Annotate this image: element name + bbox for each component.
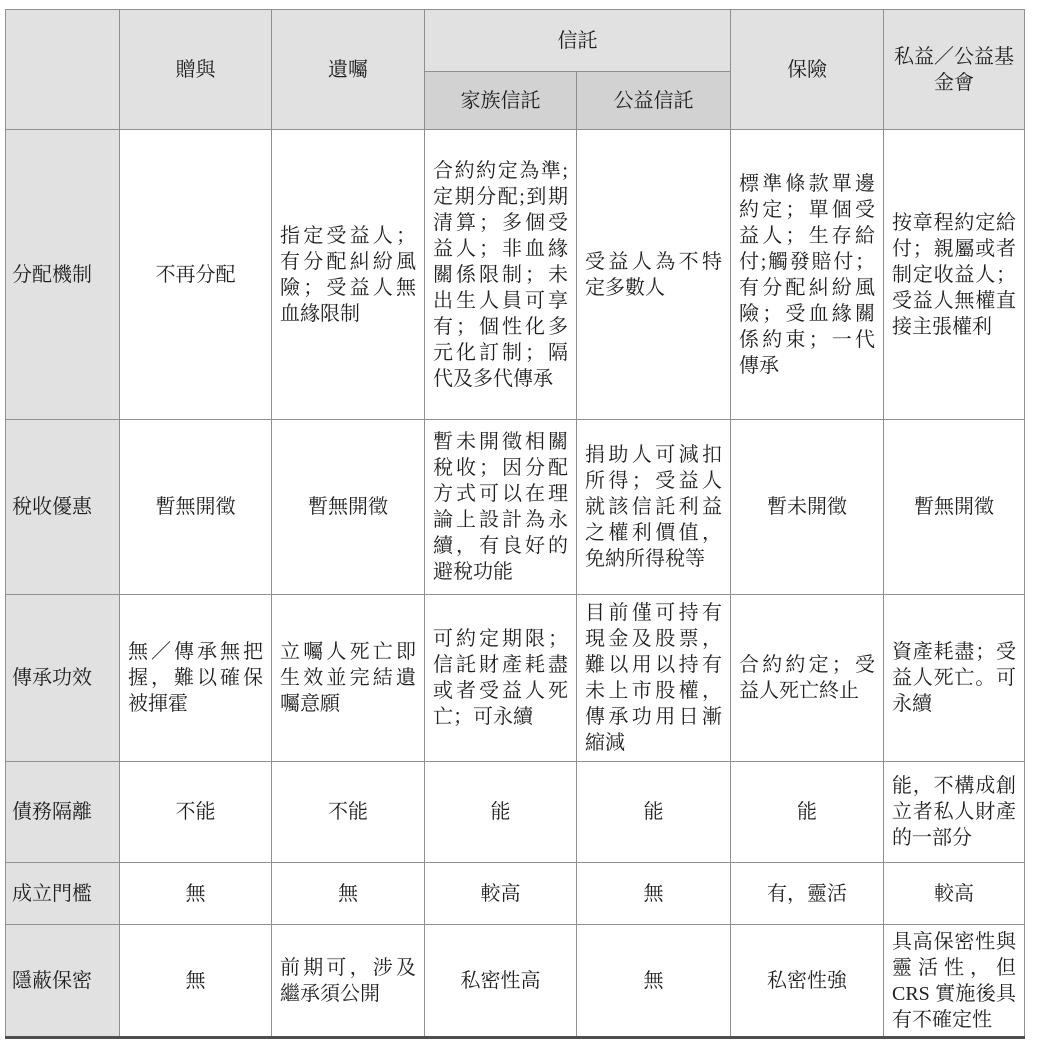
table-row <box>6 863 1025 925</box>
table-cell: 不能 <box>272 762 425 863</box>
table-cell: 指定受益人；有分配糾紛風險；受益人無血緣限制 <box>272 130 425 420</box>
table-cell: 可約定期限；信託財產耗盡或者受益人死亡；可永續 <box>425 595 577 762</box>
table-cell: 具高保密性與靈活性，但 CRS 實施後具有不確定性 <box>884 925 1025 1038</box>
table-cell: 合約約定為準;定期分配;到期清算；多個受益人；非血緣關係限制；未出生人員可享有；個性化多元化訂制；隔代及多代傳承 <box>425 130 577 420</box>
table-cell: 較高 <box>884 863 1025 925</box>
column-header-foundation: 私益／公益基金會 <box>884 10 1025 130</box>
corner-cell <box>6 10 120 130</box>
row-label: 傳承功效 <box>6 595 120 762</box>
row-label: 成立門檻 <box>6 863 120 925</box>
table-row <box>6 420 1025 595</box>
table-cell: 立囑人死亡即生效並完結遺囑意願 <box>272 595 425 762</box>
table-cell: 能 <box>577 762 731 863</box>
table-cell: 無／傳承無把握，難以確保被揮霍 <box>120 595 272 762</box>
table-body <box>6 130 1025 1038</box>
row-label: 隱蔽保密 <box>6 925 120 1038</box>
comparison-table <box>5 9 1025 1039</box>
column-header-trust: 信託 <box>425 10 731 72</box>
column-header-gift: 贈與 <box>120 10 272 130</box>
table-cell: 暫無開徵 <box>884 420 1025 595</box>
table-row <box>6 762 1025 863</box>
table-cell: 受益人為不特定多數人 <box>577 130 731 420</box>
table-cell: 暫未開徵相關稅收；因分配方式可以在理論上設計為永續，有良好的避稅功能 <box>425 420 577 595</box>
table-cell: 無 <box>120 863 272 925</box>
table-cell: 能 <box>425 762 577 863</box>
table-cell: 目前僅可持有現金及股票，難以用以持有未上市股權，傳承功用日漸縮減 <box>577 595 731 762</box>
table-cell: 私密性強 <box>731 925 884 1038</box>
table-cell: 無 <box>577 863 731 925</box>
table-cell: 前期可，涉及繼承須公開 <box>272 925 425 1038</box>
table-cell: 有，靈活 <box>731 863 884 925</box>
table-row <box>6 130 1025 420</box>
table-cell: 能 <box>731 762 884 863</box>
table-cell: 合約約定；受益人死亡終止 <box>731 595 884 762</box>
table-cell: 捐助人可減扣所得；受益人就該信託利益之權利價值，免納所得稅等 <box>577 420 731 595</box>
table-cell: 能，不構成創立者私人財產的一部分 <box>884 762 1025 863</box>
column-header-family-trust: 家族信託 <box>425 72 577 130</box>
table-cell: 無 <box>272 863 425 925</box>
table-cell: 不再分配 <box>120 130 272 420</box>
column-header-insurance: 保險 <box>731 10 884 130</box>
table-cell: 按章程約定給付；親屬或者制定收益人；受益人無權直接主張權利 <box>884 130 1025 420</box>
column-header-will: 遺囑 <box>272 10 425 130</box>
table-cell: 暫無開徵 <box>120 420 272 595</box>
header-row-top <box>6 10 1025 72</box>
table-cell: 無 <box>120 925 272 1038</box>
table-cell: 暫無開徵 <box>272 420 425 595</box>
row-label: 債務隔離 <box>6 762 120 863</box>
table-cell: 無 <box>577 925 731 1038</box>
row-label: 稅收優惠 <box>6 420 120 595</box>
table-row <box>6 595 1025 762</box>
table-cell: 暫未開徵 <box>731 420 884 595</box>
table-cell: 私密性高 <box>425 925 577 1038</box>
table-cell: 資產耗盡；受益人死亡。可永續 <box>884 595 1025 762</box>
table-cell: 不能 <box>120 762 272 863</box>
column-header-charitable-trust: 公益信託 <box>577 72 731 130</box>
row-label: 分配機制 <box>6 130 120 420</box>
table-cell: 較高 <box>425 863 577 925</box>
table-cell: 標準條款單邊約定；單個受益人；生存給付;觸發賠付；有分配糾紛風險；受血緣關係約束；一代傳承 <box>731 130 884 420</box>
table-row <box>6 925 1025 1038</box>
